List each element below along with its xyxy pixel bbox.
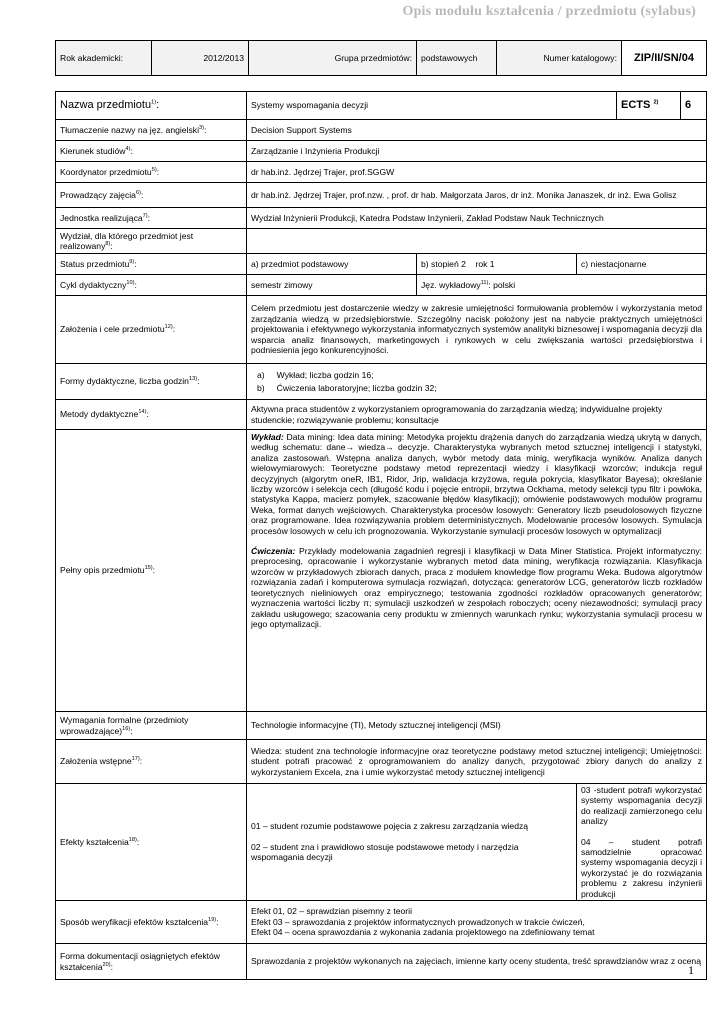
row-nazwa [56, 92, 707, 120]
tlumaczenie-suffix: : [203, 124, 207, 135]
row-pelny [56, 430, 707, 712]
formy-item-marker: b) [257, 383, 265, 393]
row-koordynator [56, 162, 707, 183]
syllabus-table [55, 91, 707, 980]
sposob-sup: 19) [208, 917, 217, 923]
formy-sup: 13) [188, 376, 198, 383]
formy-item-text: Wykład; liczba godzin 16; [276, 369, 374, 380]
jednostka-label: Jednostka realizująca [60, 212, 143, 223]
page-title: Opis modułu kształcenia / przedmiotu (sylabus) [402, 4, 696, 19]
kierunek-suffix: : [130, 145, 133, 156]
status-b: b) stopień 2 rok 1 [417, 254, 577, 275]
forma-suffix: : [110, 961, 113, 972]
nazwa-label: Nazwa przedmiotu [60, 99, 152, 112]
pelny-suffix: : [152, 565, 156, 576]
forma-sup: 20) [102, 961, 111, 968]
efekty-label: Efekty kształcenia [60, 836, 129, 847]
ects-label-cell [617, 92, 681, 120]
wydzial-value [247, 229, 707, 254]
kierunek-sup: 4) [125, 145, 131, 152]
wyklad-head: Wykład: [251, 432, 284, 442]
metody-value: Aktywna praca studentów z wykorzystaniem oprogramowania do zarządzania wiedzą; indywidualne projekty studenckie; rozwiązywanie problemu; konsultacje [247, 400, 707, 430]
row-prowadzacy [56, 183, 707, 208]
kierunek-label: Kierunek studiów [60, 145, 126, 156]
zalozenia-cele-sup: 12) [164, 324, 173, 331]
sposob-value [247, 901, 707, 944]
grupa-label: Grupa przedmiotów: [249, 41, 417, 76]
prowadzacy-sup: 6) [135, 189, 141, 196]
cykl-sup: 10) [126, 279, 135, 286]
jednostka-value: Wydział Inżynierii Produkcji, Katedra Podstaw Inżynierii, Zakład Podstaw Nauk Technicznych [247, 208, 707, 229]
wydzial-suffix: : [110, 241, 113, 251]
cykl-value: semestr zimowy [247, 275, 417, 296]
jezyk-cell [417, 275, 707, 296]
cwiczenia-text: Przykłady modelowania zagadnień regresji i klasyfikacji w Data Miner Statistica. Projekt informatyczny: preprocesing, opracowanie i wykorzystanie wybranych metod data mining, weryfikacja rozwiązania. Klasyfikacja wzorców w przykładowych zbiorach danych, praca z modułem knowledge flow programu Weka. Budowa algorytmów rozwiązania zadań i komputerowa symulacja rozwiązań, dotycząca: generatorów LCG, generatorów liczb rozkładów teoretycznych nieliniowych oraz empirycznego; testowania zgodności rozkładów opracowanych generatorów; wyznaczenia wartości liczby π; symulacji uszkodzeń w zespołach roboczych; oceny niezawodności; symulacji pracy zakładu usługowego; szacowania ceny produktu w zmiennych warunkach rynku; wykorzystania symulacji procesu w jego optymalizacji. [251, 546, 703, 629]
page-number: 1 [688, 963, 694, 977]
row-jednostka [56, 208, 707, 229]
nazwa-sup: 1) [151, 99, 157, 106]
efekty-sup: 18) [128, 836, 137, 843]
sposob-line: Efekt 03 – sprawozdania z projektów informatycznych prowadzonych w trakcie ćwiczeń, [251, 916, 585, 927]
tlumaczenie-sup: 3) [199, 124, 204, 131]
metody-sup: 14) [138, 409, 147, 416]
status-label: Status przedmiotu [60, 258, 130, 269]
forma-value: Sprawozdania z projektów wykonanych na zajęciach, imienne karty oceny studenta, treść sprawdzianów wraz z oceną [247, 944, 707, 980]
efekty-left [247, 784, 577, 901]
wyklad-paragraph [251, 432, 702, 536]
zalozenia-cele-label: Założenia i cele przedmiotu [60, 324, 165, 335]
efekt-01: 01 – student rozumie podstawowe pojęcia z zakresu zarządzania wiedzą [251, 821, 529, 832]
cykl-suffix: : [134, 279, 137, 290]
nazwa-value: Systemy wspomagania decyzji [247, 92, 617, 120]
row-kierunek [56, 141, 707, 162]
zalozenia-wstepne-suffix: : [139, 756, 143, 767]
cykl-label: Cykl dydaktyczny [60, 279, 127, 290]
jednostka-suffix: : [147, 212, 151, 223]
efekty-right [577, 784, 707, 901]
row-zalozenia-wstepne [56, 740, 707, 784]
rok-value: 2012/2013 [152, 41, 249, 76]
pelny-label: Pełny opis przedmiotu [60, 565, 145, 576]
wymagania-sup: 16) [122, 725, 131, 732]
formy-suffix: : [197, 376, 200, 387]
forma-label: Forma dokumentacji osiągniętych efektów kształcenia [60, 951, 221, 972]
row-wydzial [56, 229, 707, 254]
header-table [55, 40, 707, 76]
ects-sup: 2) [653, 99, 659, 106]
rok-label: Rok akademicki: [56, 41, 152, 76]
formy-item [257, 370, 702, 380]
jezyk-value: : polski [488, 279, 516, 290]
tlumaczenie-label: Tłumaczenie nazwy na jęz. angielski [60, 124, 199, 135]
zalozenia-cele-value: Celem przedmiotu jest dostarczenie wiedzy w zakresie umiejętności formułowania problemów i wykorzystania metod zarządzania wiedzą w przedsiębiorstwie. Szczególny nacisk położony jest na nabycie praktycznych umiejętności projektowania i efektywnego wykorzystania informatycznych systemów analityki biznesowej i wspomagania decyzji dla wsparcia analiz finansowych, marketingowych i rynkowych w celu zwiększania wartości przedsiębiorstwa i podniesienia jego konkurencyjności. [247, 296, 707, 364]
sposob-line: Efekt 01, 02 – sprawdzian pisemny z teorii [251, 906, 412, 917]
wydzial-label: Wydział, dla którego przedmiot jest realizowany [60, 230, 194, 251]
status-suffix: : [134, 258, 137, 269]
status-sup: 9) [129, 258, 135, 265]
wydzial-sup: 8) [105, 241, 111, 248]
sposob-line: Efekt 04 – ocena sprawozdania z wykonania zadania projektowego na zdefiniowany temat [251, 927, 595, 938]
status-c: c) niestacjonarne [577, 254, 707, 275]
wyklad-text: Data mining: Idea data mining: Metodyka projektu drążenia danych do zarządzania wiedzą ukrytą w danych, według schematu: dane→ wiedza→ decyzje. Charakterystyka wybranych metod sztucznej inteligencji i statystyki, analiza zastosowań. Wstępna analiza danych, wybór metody data minig, weryfikacja wyników. Analiza danych wielowymiarowych: Teoretyczne podstawy metod reprezentacji wiedzy i klasyfikacji wzorców; indukcja reguł decyzyjnych (algorytm oneR, IB1, Ridor, Jrip, walidacja krzyżowa, reguła pokrycia, klasyfikator Bayesa); określanie liczby wzorców i selekcja cech (długość kodu i pojęcie entropii, brzytwa Ockhama, metody selekcji typu filtr i powłoka, statystyka Kappa, macierz pomyłek, szacowanie błędów klasyfikacji); omówienie podstawowych modułów programu Weka, format danych wejściowych. Charakterystyka procesów losowych: Generatory liczb pseudolosowych fizyczne oraz programowane. Idea rozwiązywania problem deterministycznych. Modelowanie procesów losowych. Symulacja procesów losowych w celu ich prognozowania. Wykorzystanie symulacji procesów losowych w optymalizacji [251, 432, 703, 536]
numer-value: ZIP/II/SN/04 [622, 41, 707, 76]
row-sposob [56, 901, 707, 944]
koordynator-sup: 5) [151, 166, 157, 173]
pelny-sup: 15) [144, 565, 153, 572]
ects-value: 6 [681, 92, 707, 120]
row-formy [56, 364, 707, 400]
sposob-label: Sposób weryfikacji efektów kształcenia [60, 916, 209, 927]
jezyk-sup: 11) [480, 279, 489, 286]
zalozenia-cele-suffix: : [172, 324, 176, 335]
row-metody [56, 400, 707, 430]
row-efekty [56, 784, 707, 901]
metody-suffix: : [146, 409, 149, 420]
row-wymagania [56, 712, 707, 740]
formy-label: Formy dydaktyczne, liczba godzin [60, 376, 189, 387]
formy-list [247, 364, 707, 400]
jednostka-sup: 7) [142, 212, 148, 219]
wymagania-label: Wymagania formalne (przedmioty wprowadzające) [60, 715, 189, 736]
tlumaczenie-value: Decision Support Systems [247, 120, 707, 141]
prowadzacy-label: Prowadzący zajęcia [60, 189, 136, 200]
row-zalozenia-cele [56, 296, 707, 364]
koordynator-label: Koordynator przedmiotu [60, 166, 152, 177]
row-tlumaczenie [56, 120, 707, 141]
efekty-suffix: : [136, 836, 140, 847]
numer-label: Numer katalogowy: [497, 41, 622, 76]
row-status [56, 254, 707, 275]
efekt-04: 04 – student potrafi samodzielnie opracować systemy wspomagania decyzji i wykorzystać je do rozwiązania problemu z zakresu inżynierii produkcji [581, 836, 703, 899]
wymagania-value: Technologie informacyjne (TI), Metody sztucznej inteligencji (MSI) [247, 712, 707, 740]
prowadzacy-value: dr hab.inż. Jędrzej Trajer, prof.nzw. , prof. dr hab. Małgorzata Jaros, dr inż. Monika Janaszek, dr inż. Ewa Golisz [247, 183, 707, 208]
pelny-value [247, 430, 707, 712]
efekt-02: 02 – student zna i prawidłowo stosuje podstawowe metody i narzędzia wspomagania decyzji [251, 841, 519, 863]
status-a: a) przedmiot podstawowy [247, 254, 417, 275]
grupa-value: podstawowych [417, 41, 497, 76]
row-forma [56, 944, 707, 980]
row-cykl [56, 275, 707, 296]
nazwa-suffix: : [156, 99, 160, 112]
jezyk-label: Jęz. wykładowy [421, 279, 481, 290]
koordynator-suffix: : [156, 166, 160, 177]
cwiczenia-head: Ćwiczenia: [251, 546, 296, 557]
formy-item-marker: a) [257, 369, 265, 380]
formy-item-text: Ćwiczenia laboratoryjne; liczba godzin 32; [276, 383, 437, 393]
koordynator-value: dr hab.inż. Jędrzej Trajer, prof.SGGW [247, 162, 707, 183]
zalozenia-wstepne-label: Założenia wstępne [60, 756, 132, 767]
wymagania-suffix: : [130, 725, 133, 736]
sposob-suffix: : [216, 916, 219, 927]
cwiczenia-paragraph [251, 546, 702, 629]
ects-label: ECTS [621, 99, 651, 112]
formy-item [257, 383, 702, 393]
zalozenia-wstepne-value: Wiedza: student zna technologie informacyjne oraz teoretyczne podstawy metod sztucznej inteligencji; Umiejętności: student potrafi pracować z oprogramowaniem do analizy danych, przygotować zbiory danych do analizy z wykorzystaniem Excela, zna i umie wykorzystać metody sztucznej inteligencji [247, 740, 707, 784]
zalozenia-wstepne-sup: 17) [131, 756, 140, 763]
kierunek-value: Zarządzanie i Inżynieria Produkcji [247, 141, 707, 162]
efekt-03: 03 -student potrafi wykorzystać systemy wspomagania decyzji do realizacji zamierzonego celu analizy [581, 785, 703, 827]
metody-label: Metody dydaktyczne [60, 409, 139, 420]
prowadzacy-suffix: : [140, 189, 144, 200]
